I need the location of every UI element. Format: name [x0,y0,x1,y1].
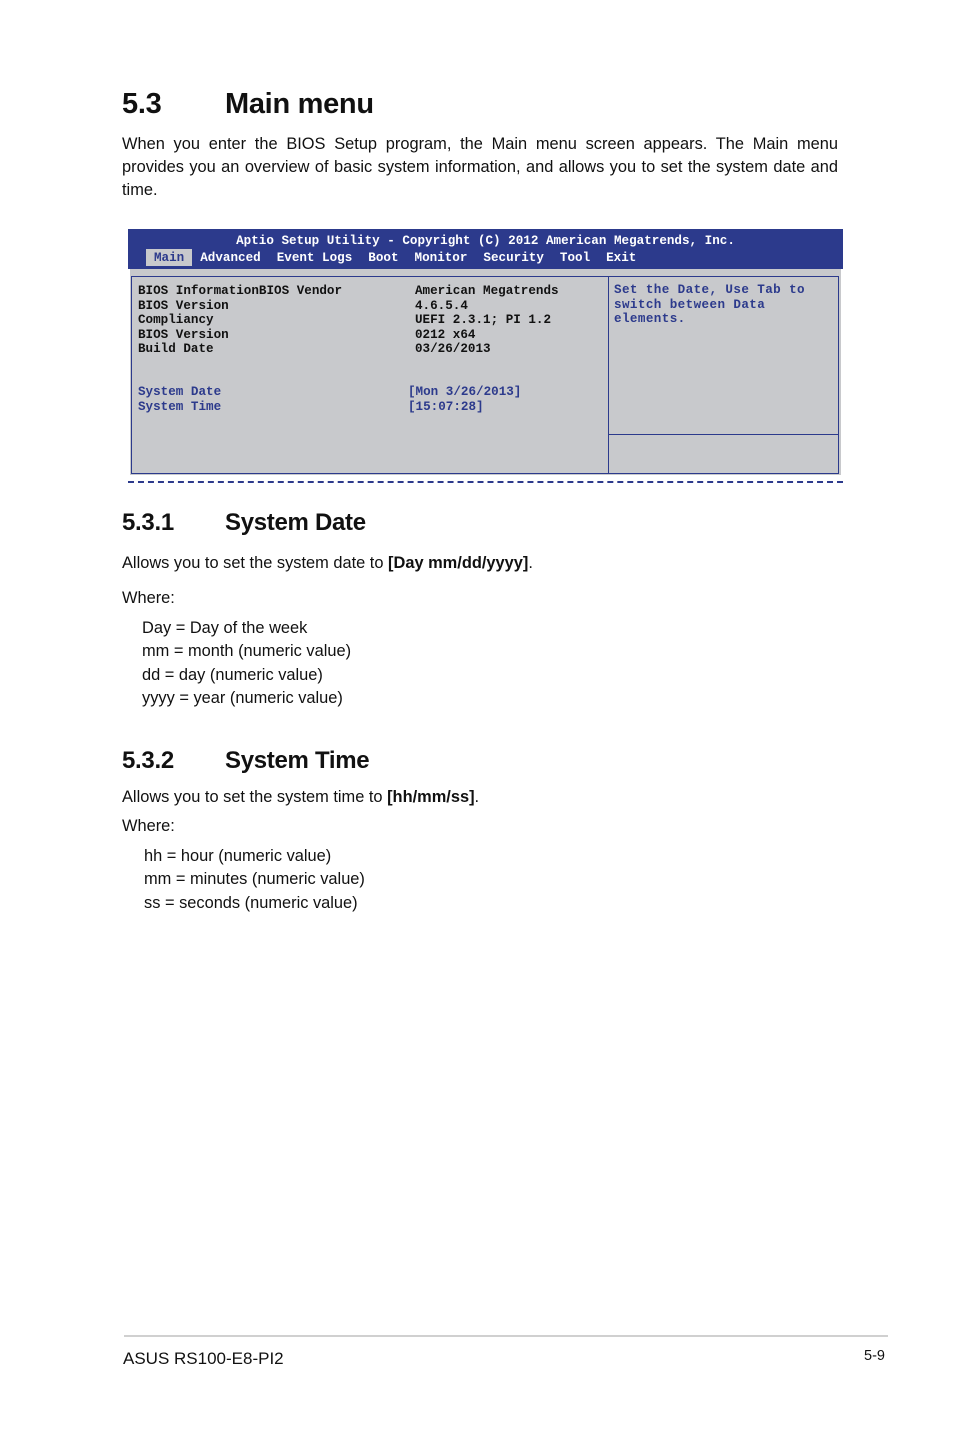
intro-paragraph: When you enter the BIOS Setup program, the Main menu screen appears. The Main menu provides you an overview of basic system information, and allows you to set the system date and time. [122,135,838,199]
list-item: mm = minutes (numeric value) [144,870,365,889]
system-date-setting[interactable]: System Date [138,385,222,399]
bios-info-value: UEFI 2.3.1; PI 1.2 [415,313,552,327]
bios-bottom-dashed-edge [128,481,843,483]
bios-help-divider [608,434,838,435]
bios-tab-boot[interactable]: Boot [368,251,399,265]
bios-menu-tabs [146,249,644,266]
bios-info-label: Build Date [138,342,214,356]
bios-tab-main[interactable]: Main [146,249,192,266]
system-date-where: Where: [122,589,175,607]
bios-info-value: 03/26/2013 [415,342,491,356]
system-date-desc-suffix: . [528,554,533,572]
system-time-setting[interactable]: System Time [138,399,222,414]
bios-info-value: American Megatrends [415,284,559,298]
list-item: yyyy = year (numeric value) [142,688,343,707]
bios-info-label: Compliancy [138,313,214,327]
system-date-description [122,552,533,575]
section-heading [122,88,374,121]
footer-product: ASUS RS100-E8-PI2 [123,1349,284,1368]
bios-info-label: BIOS InformationBIOS Vendor [138,284,343,298]
system-time-number: 5.3.2 [122,747,174,774]
bios-header-bar [128,229,843,269]
bios-info-label: BIOS Version [138,327,229,342]
section-title: Main menu [225,88,374,120]
bios-help-panel [608,276,839,474]
bios-title: Aptio Setup Utility - Copyright (C) 2012 American Megatrends, Inc. [236,234,735,248]
system-date-number: 5.3.1 [122,509,174,536]
section-number: 5.3 [122,88,162,120]
system-time-heading [122,747,369,775]
system-time-desc-suffix: . [474,788,480,806]
system-time-format: [hh/mm/ss] [387,788,475,806]
system-date-format: [Day mm/dd/yyyy] [388,554,529,572]
bios-main-panel [131,276,609,474]
bios-info-value: 4.6.5.4 [415,298,468,313]
system-date-heading [122,509,366,537]
system-time-description [122,786,479,809]
system-date-value[interactable]: [Mon 3/26/2013] [408,385,522,399]
bios-body [130,269,841,475]
footer-rule [124,1335,888,1337]
system-date-field-list [142,617,351,710]
bios-tab-advanced[interactable]: Advanced [200,251,261,265]
list-item: mm = month (numeric value) [142,642,352,661]
bios-tab-exit[interactable]: Exit [606,251,637,265]
system-date-desc-prefix: Allows you to set the system date to [122,554,389,572]
list-item: Day = Day of the week [142,619,308,637]
footer-page-number: 5-9 [864,1348,885,1364]
list-item: hh = hour (numeric value) [144,847,332,865]
bios-tab-tool[interactable]: Tool [559,251,591,265]
system-time-desc-prefix: Allows you to set the system time to [122,788,388,806]
system-time-title: System Time [225,747,370,774]
bios-tab-event-logs[interactable]: Event Logs [276,251,353,265]
bios-info-label: BIOS Version [138,298,229,313]
bios-tab-monitor[interactable]: Monitor [414,251,468,265]
list-item: dd = day (numeric value) [142,665,323,684]
system-time-value[interactable]: [15:07:28] [408,399,484,414]
system-date-title: System Date [225,509,366,536]
system-time-field-list [144,845,365,915]
bios-screen [128,229,843,484]
bios-info-value: 0212 x64 [415,327,476,342]
bios-tab-security[interactable]: Security [483,251,544,265]
system-time-where: Where: [122,817,175,835]
list-item: ss = seconds (numeric value) [144,893,358,912]
bios-help-text: Set the Date, Use Tab to switch between Data elements. [614,283,805,326]
